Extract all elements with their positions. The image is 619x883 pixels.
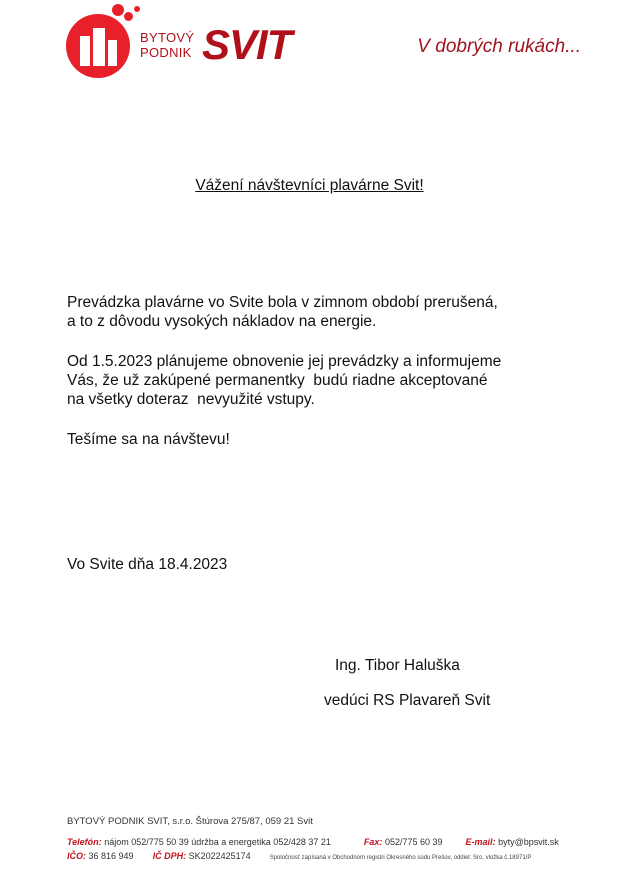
letter-title: Vážení návštevníci plavárne Svit! (195, 177, 424, 194)
paragraph-2-line-1: Od 1.5.2023 plánujeme obnovenie jej prevádzky a informujeme (67, 353, 502, 370)
fax-value: 052/775 60 39 (384, 837, 443, 847)
fax-label: Fax: (363, 837, 383, 847)
footer-contact-row (67, 837, 587, 847)
phone-label: Telefón: (67, 837, 102, 847)
ico-label: IČO: (67, 851, 86, 861)
ico-value: 36 816 949 (88, 851, 134, 861)
paragraph-1-line-2: a to z dôvodu vysokých nákladov na energie. (67, 313, 377, 330)
closing-line: Tešíme sa na návštevu! (67, 431, 230, 448)
dic-value: SK2022425174 (188, 851, 251, 861)
paragraph-2 (67, 352, 580, 409)
paragraph-2-line-2: Vás, že už zakúpené permanentky budú riadne akceptované (67, 372, 488, 389)
slogan: V dobrých rukách... (417, 36, 581, 57)
signatory-name: Ing. Tibor Haluška (335, 657, 460, 674)
footer-address: BYTOVÝ PODNIK SVIT, s.r.o. Štúrova 275/87, 059 21 Svit (67, 816, 313, 827)
footer-registry-row (67, 851, 587, 861)
paragraph-2-line-3: na všetky doteraz nevyužité vstupy. (67, 391, 315, 408)
logo-line-2: PODNIK (140, 45, 192, 60)
logo-line-1: BYTOVÝ (140, 30, 195, 45)
phone-value: nájom 052/775 50 39 údržba a energetika 052/428 37 21 (104, 837, 331, 847)
email-label: E-mail: (465, 837, 496, 847)
paragraph-1-line-1: Prevádzka plavárne vo Svite bola v zimnom období prerušená, (67, 294, 498, 311)
place-date: Vo Svite dňa 18.4.2023 (67, 556, 228, 573)
company-logo (66, 4, 306, 74)
paragraph-1 (67, 293, 580, 331)
dic-label: IČ DPH: (152, 851, 187, 861)
registry-note: Spoločnosť zapísaná v Obchodnom registri Okresného súdu Prešov, oddiel: Sro, vložka č.18971/P (269, 855, 532, 861)
logo-building-icon (66, 14, 130, 78)
email-value[interactable]: byty@bpsvit.sk (498, 837, 559, 847)
signatory-role: vedúci RS Plavareň Svit (324, 692, 491, 709)
logo-brand: SVIT (202, 21, 292, 68)
